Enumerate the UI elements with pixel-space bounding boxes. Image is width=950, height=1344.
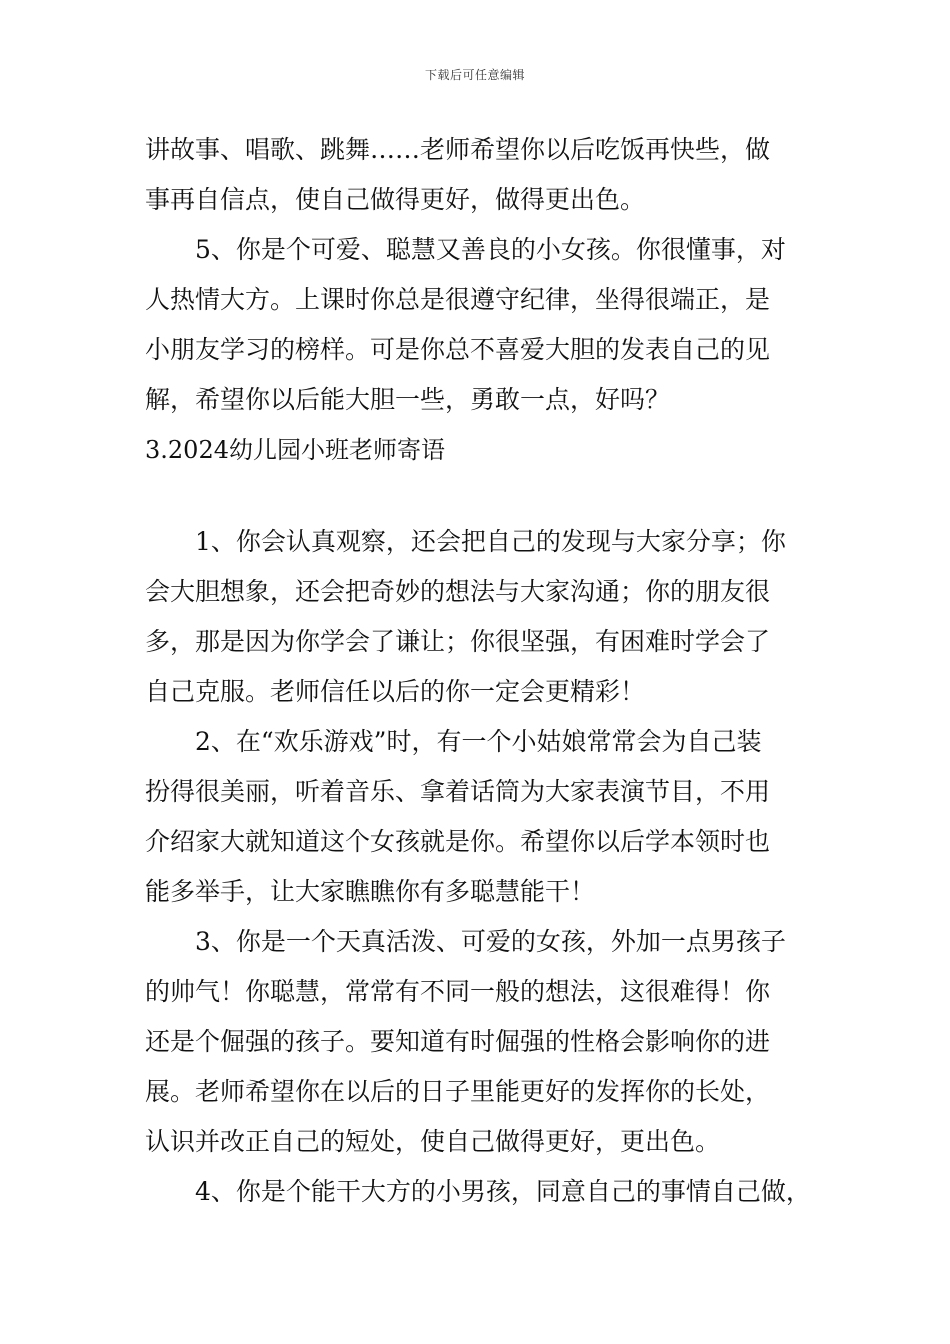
- page-header: 下载后可任意编辑: [424, 68, 525, 82]
- paragraph-item-5: [145, 225, 815, 425]
- text-line: 解，希望你以后能大胆一些，勇敢一点，好吗？: [145, 385, 671, 414]
- text-line: 3、你是一个天真活泼、可爱的女孩，外加一点男孩子: [195, 927, 786, 956]
- paragraph-1: [145, 517, 815, 717]
- paragraph-4: [145, 1167, 815, 1217]
- text-line: 事再自信点，使自己做得更好，做得更出色。: [145, 185, 646, 214]
- text-line: 会大胆想象，还会把奇妙的想法与大家沟通；你的朋友很: [145, 577, 771, 606]
- text-line: 1、你会认真观察，还会把自己的发现与大家分享；你: [195, 527, 786, 556]
- text-line: 5、你是个可爱、聪慧又善良的小女孩。你很懂事，对: [195, 235, 786, 264]
- text-line: 多，那是因为你学会了谦让；你很坚强，有困难时学会了: [145, 627, 771, 656]
- text-line: 能多举手，让大家瞧瞧你有多聪慧能干！: [145, 877, 596, 906]
- paragraph-continuation: [145, 125, 815, 225]
- document-body: [145, 125, 815, 1217]
- blank-spacer: [145, 475, 815, 517]
- text-line: 自己克服。老师信任以后的你一定会更精彩！: [145, 677, 646, 706]
- text-line: 展。老师希望你在以后的日子里能更好的发挥你的长处，: [145, 1077, 771, 1106]
- text-line: 还是个倔强的孩子。要知道有时倔强的性格会影响你的进: [145, 1027, 771, 1056]
- paragraph-3: [145, 917, 815, 1167]
- section-title: 3.2024幼儿园小班老师寄语: [145, 436, 445, 464]
- text-line: 小朋友学习的榜样。可是你总不喜爱大胆的发表自己的见: [145, 335, 771, 364]
- text-line: 2、在“欢乐游戏”时，有一个小姑娘常常会为自己装: [195, 727, 762, 756]
- text-line: 扮得很美丽，听着音乐、拿着话筒为大家表演节目，不用: [145, 777, 771, 806]
- text-line: 4、你是个能干大方的小男孩，同意自己的事情自己做，: [195, 1177, 811, 1206]
- paragraph-2: [145, 717, 815, 917]
- text-line: 的帅气！你聪慧，常常有不同一般的想法，这很难得！你: [145, 977, 771, 1006]
- text-line: 介绍家大就知道这个女孩就是你。希望你以后学本领时也: [145, 827, 771, 856]
- text-line: 讲故事、唱歌、跳舞……老师希望你以后吃饭再快些，做: [145, 135, 771, 164]
- text-line: 人热情大方。上课时你总是很遵守纪律，坐得很端正，是: [145, 285, 771, 314]
- text-line: 认识并改正自己的短处，使自己做得更好，更出色。: [145, 1127, 721, 1156]
